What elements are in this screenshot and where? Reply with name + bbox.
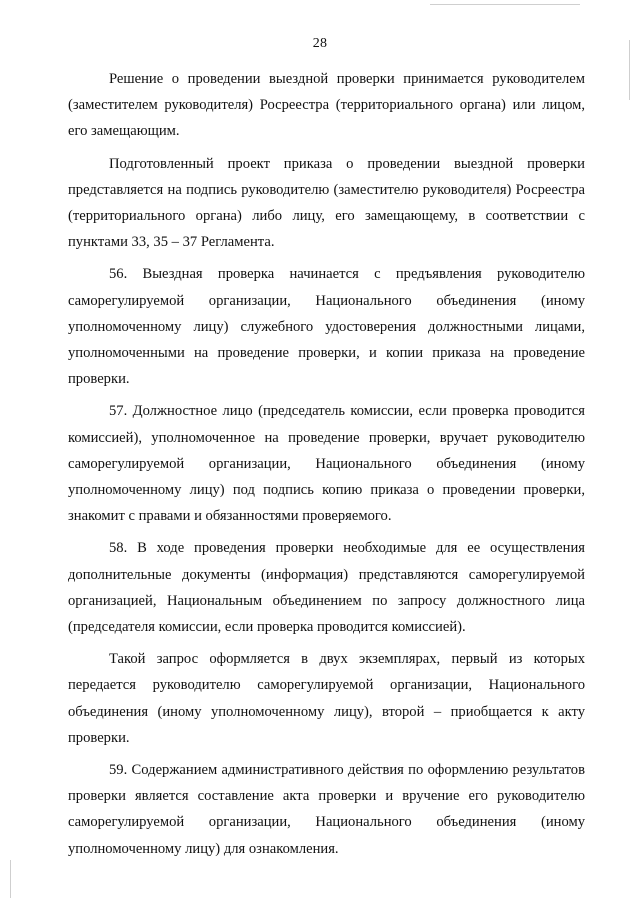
scan-edge-mark-top	[430, 4, 580, 5]
paragraph-decision: Решение о проведении выездной проверки принимается руководителем (заместителем руководителя) Росреестра (территориального органа) или лицом, его замещающим.	[68, 71, 585, 140]
paragraph-56: 56. Выездная проверка начинается с предъявления руководителю саморегулируемой организации, Национального объединения (иному уполномоченному лицу) служебного удостоверения должностными лицами, уполномоченными на проведение проверки, и копии приказа на проведение проверки.	[68, 266, 585, 388]
paragraph-57: 57. Должностное лицо (председатель комиссии, если проверка проводится комиссией), уполномоченное на проведение проверки, вручает руководителю саморегулируемой организации, Национального объединения (иному уполномоченному лицу) под подпись копию приказа о проведении проверки, знакомит с правами и обязанностями проверяемого.	[68, 403, 585, 525]
document-body	[68, 66, 585, 868]
scan-edge-mark-left	[10, 860, 11, 898]
paragraph-58: 58. В ходе проведения проверки необходимые для ее осуществления дополнительные документы (информация) представляются саморегулируемой организацией, Национальным объединением по запросу должностного лица (председателя комиссии, если проверка проводится комиссией).	[68, 540, 585, 636]
paragraph-59: 59. Содержанием административного действия по оформлению результатов проверки является составление акта проверки и вручение его руководителю саморегулируемой организации, Национального объединения (иному уполномоченному лицу) для ознакомления.	[68, 762, 585, 857]
page-number: 28	[312, 36, 328, 51]
paragraph-request: Такой запрос оформляется в двух экземплярах, первый из которых передается руководителю саморегулируемой организации, Национального объединения (иному уполномоченному лицу), второй – приобщается к акту проверки.	[68, 651, 585, 746]
paragraph-draft-order: Подготовленный проект приказа о проведении выездной проверки представляется на подпись руководителю (заместителю руководителя) Росреестра (территориального органа) либо лицу, его замещающему, в соответствии с пунктами 33, 35 – 37 Регламента.	[68, 155, 585, 251]
